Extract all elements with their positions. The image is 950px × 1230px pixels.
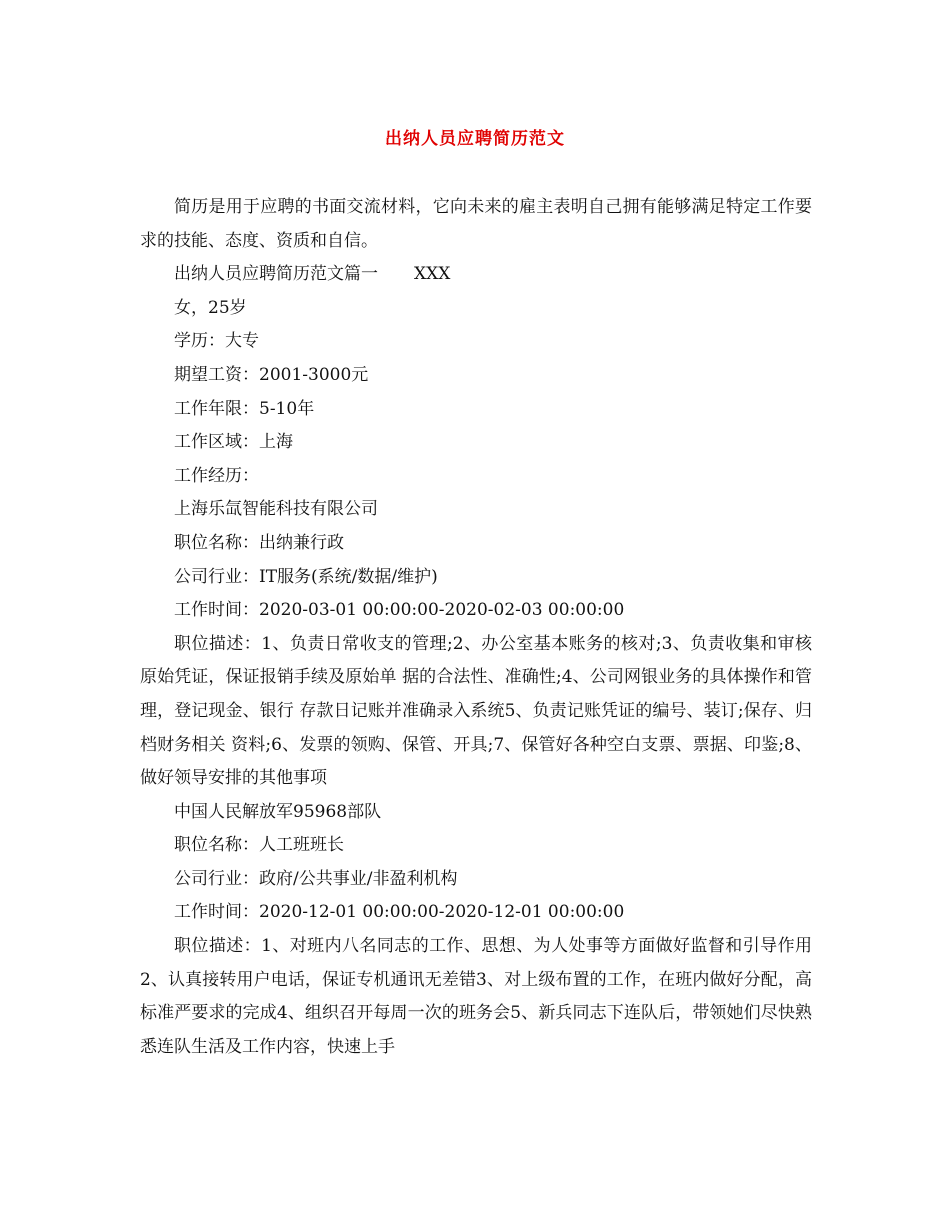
sample-heading-line [140, 258, 812, 292]
job-1-position: 职位名称：出纳兼行政 [174, 532, 344, 553]
job-2-company: 中国人民解放军95968部队 [174, 801, 382, 822]
intro-paragraph: 简历是用于应聘的书面交流材料，它向未来的雇主表明自己拥有能够满足特定工作要求的技能、态度、资质和自信。 [140, 197, 812, 251]
education: 学历：大专 [174, 331, 259, 352]
job-2-position: 职位名称：人工班班长 [174, 835, 344, 856]
years-experience: 工作年限：5-10年 [174, 398, 315, 419]
document-body [140, 191, 812, 1064]
sample-heading: 出纳人员应聘简历范文篇一 [174, 264, 378, 285]
expected-salary: 期望工资：2001-3000元 [174, 364, 369, 385]
job-2-period: 工作时间：2020-12-01 00:00:00-2020-12-01 00:00:00 [174, 902, 625, 923]
job-1-company: 上海乐氙智能科技有限公司 [174, 499, 378, 520]
job-2-industry: 公司行业：政府/公共事业/非盈利机构 [174, 868, 458, 889]
job-1-description: 职位描述：1、负责日常收支的管理;2、办公室基本账务的核对;3、负责收集和审核原始凭证，保证报销手续及原始单 据的合法性、准确性;4、公司网银业务的具体操作和管理，登记现金、银行 存款日记账并准确录入系统5、负责记账凭证的编号、装订;保存、归档财务相关 资料;6、发票的领购、保管、开具;7、保管好各种空白支票、票据、印鉴;8、做好领导安排的其他事项 [140, 633, 812, 789]
work-area: 工作区域：上海 [174, 432, 293, 453]
experience-heading: 工作经历： [174, 465, 259, 486]
gender-age: 女，25岁 [174, 297, 247, 318]
job-1-period: 工作时间：2020-03-01 00:00:00-2020-02-03 00:00:00 [174, 600, 625, 621]
job-1-industry: 公司行业：IT服务(系统/数据/维护) [174, 566, 438, 587]
job-2-description: 职位描述：1、对班内八名同志的工作、思想、为人处事等方面做好监督和引导作用2、认真接转用户电话，保证专机通讯无差错3、对上级布置的工作，在班内做好分配，高标准严要求的完成4、组织召开每周一次的班务会5、新兵同志下连队后，带领她们尽快熟悉连队生活及工作内容，快速上手 [140, 936, 812, 1057]
document-title: 出纳人员应聘简历范文 [385, 129, 565, 149]
candidate-name: XXX [414, 264, 451, 285]
